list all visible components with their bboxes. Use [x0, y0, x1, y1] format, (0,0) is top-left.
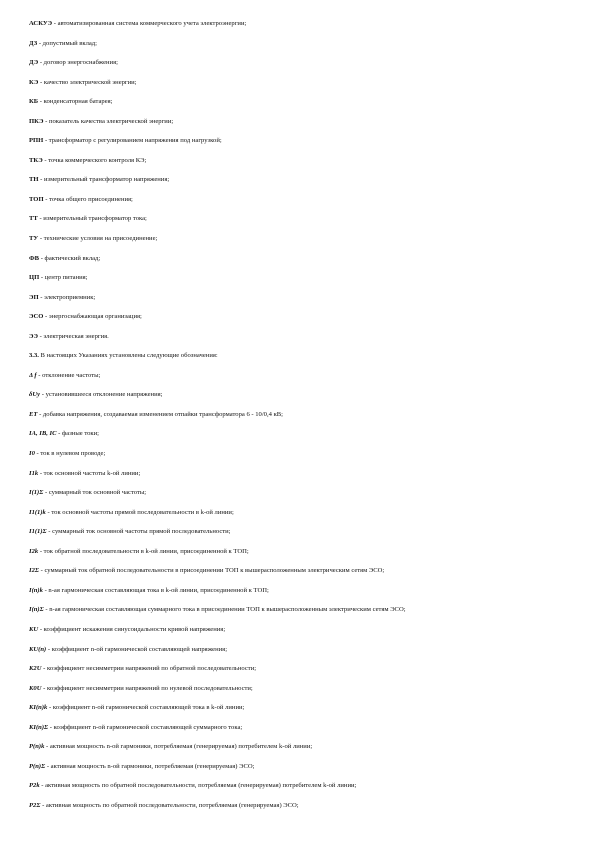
- definition-term: ТН: [29, 176, 39, 184]
- definition-line: [29, 600, 569, 620]
- definition-line: [29, 34, 569, 54]
- definition-term: ET: [29, 410, 38, 418]
- definition-term: I1(1)k: [29, 508, 46, 516]
- definition-text: - n-ая гармоническая составляющая суммарного тока в присоединении ТОП к вышерасположенным электрическим сетям ЭСО;: [43, 606, 406, 614]
- definition-term: ФВ: [29, 254, 40, 262]
- definition-term: РПН: [29, 137, 44, 145]
- definition-term: δUу: [29, 391, 41, 399]
- definition-term: Δ f: [29, 371, 37, 379]
- definition-term: P2k: [29, 782, 40, 790]
- definition-line: [29, 444, 569, 464]
- definition-term: P(n)k: [29, 743, 45, 751]
- definition-text: - точка общего присоединения;: [43, 195, 133, 203]
- definition-term: I(1)Σ: [29, 489, 44, 497]
- definition-line: [29, 679, 569, 699]
- definition-text: - качество электрической энергии;: [38, 78, 137, 86]
- definition-line: [29, 796, 569, 816]
- definition-term: I1(1)Σ: [29, 528, 47, 536]
- definition-line: [29, 424, 569, 444]
- definition-term: ЭСО: [29, 313, 44, 321]
- definition-text: - коэффициент n-ой гармонической составляющей напряжения;: [46, 645, 228, 653]
- definition-line: [29, 170, 569, 190]
- definition-text: - ток основной частоты k-ой линии;: [38, 469, 141, 477]
- definition-term: АСКУЭ: [29, 20, 53, 27]
- definition-text: - установившееся отклонение напряжения;: [40, 391, 163, 399]
- definition-text: - электроприемник;: [38, 293, 96, 301]
- definition-term: 3.3.: [29, 352, 39, 360]
- definition-line: [29, 209, 569, 229]
- definition-text: - ток в нулевом проводе;: [34, 450, 106, 458]
- definition-text: - фактический вклад;: [39, 254, 101, 262]
- definition-line: [29, 776, 569, 796]
- definition-text: - технические условия на присоединение;: [38, 235, 158, 243]
- definition-term: K0U: [29, 684, 42, 692]
- definition-term: ПКЭ: [29, 117, 44, 125]
- definition-line: [29, 14, 569, 34]
- definition-line: [29, 151, 569, 171]
- definition-term: ТОП: [29, 195, 44, 203]
- definition-line: [29, 190, 569, 210]
- definition-text: - суммарный ток обратной последовательности в присоединении ТОП к вышерасположенным электрическим сетям ЭСО;: [38, 567, 385, 575]
- definition-line: [29, 288, 569, 308]
- definition-term: ЭП: [29, 293, 39, 301]
- definition-text: - активная мощность n-ой гармоники, потребляемая (генерируемая) ЭСО;: [45, 762, 255, 770]
- definition-line: [29, 327, 569, 347]
- definition-term: I(n)Σ: [29, 606, 44, 614]
- definition-text: - коэффициент несимметрии напряжений по обратной последовательности;: [41, 665, 257, 673]
- definition-line: [29, 522, 569, 542]
- definition-line: [29, 737, 569, 757]
- definition-term: I2k: [29, 547, 39, 555]
- definition-line: [29, 92, 569, 112]
- definition-text: - точка коммерческого контроля КЭ;: [42, 156, 147, 164]
- definition-text: - коэффициент n-ой гармонической составляющей суммарного тока;: [48, 723, 243, 731]
- definition-term: KI(n)k: [29, 704, 48, 712]
- definition-line: [29, 385, 569, 405]
- definition-line: [29, 366, 569, 386]
- definition-text: - суммарный ток основной частоты;: [43, 489, 147, 497]
- definition-term: ДЭ: [29, 59, 39, 67]
- definition-text: - активная мощность n-ой гармоники, потребляемая (генерируемая) потребителем k-ой линии;: [44, 743, 313, 751]
- definition-term: P2Σ: [29, 801, 41, 809]
- definition-text: - n-ая гармоническая составляющая тока в k-ой линии, присоединенной к ТОП;: [42, 586, 269, 594]
- definition-line: [29, 249, 569, 269]
- definition-term: I0: [29, 450, 35, 458]
- definition-line: [29, 659, 569, 679]
- definition-term: KU(n): [29, 645, 47, 653]
- definition-text: - измерительный трансформатор напряжения;: [38, 176, 170, 184]
- definition-term: КБ: [29, 98, 39, 106]
- definition-line: [29, 503, 569, 523]
- definition-text: - активная мощность по обратной последовательности, потребляемая (генерируемая) потребителем k-ой линии;: [39, 782, 357, 790]
- definition-text: - ток обратной последовательности в k-ой линии, присоединенной к ТОП;: [38, 547, 249, 555]
- definition-text: - измерительный трансформатор тока;: [37, 215, 147, 223]
- definition-text: - коэффициент n-ой гармонической составляющей тока в k-ой линии;: [47, 704, 245, 712]
- definition-text: - допустимый вклад;: [37, 39, 97, 47]
- definition-line: [29, 464, 569, 484]
- definition-text: - энергоснабжающая организация;: [43, 313, 142, 321]
- definition-line: [29, 229, 569, 249]
- definition-term: K2U: [29, 665, 42, 673]
- definition-term: I1k: [29, 469, 39, 477]
- definition-text: - коэффициент несимметрии напряжений по нулевой последовательности;: [41, 684, 253, 692]
- definition-term: I(n)k: [29, 586, 43, 594]
- definition-line: [29, 542, 569, 562]
- definition-line: [29, 405, 569, 425]
- definition-text: - автоматизированная система коммерческого учета электроэнергии;: [52, 20, 247, 27]
- definition-line: [29, 620, 569, 640]
- definition-line: [29, 307, 569, 327]
- definition-term: ТКЭ: [29, 156, 43, 164]
- definition-line: [29, 53, 569, 73]
- definition-line: [29, 561, 569, 581]
- definition-term: ТУ: [29, 235, 39, 243]
- definition-line: [29, 73, 569, 93]
- definition-term: ЦП: [29, 274, 40, 282]
- definition-text: - отклонение частоты;: [36, 371, 101, 379]
- definition-line: [29, 698, 569, 718]
- definition-term: ТТ: [29, 215, 38, 223]
- definition-text: - центр питания;: [39, 274, 88, 282]
- definition-text: - ток основной частоты прямой последовательности в k-ой линии;: [45, 508, 234, 516]
- definition-line: [29, 268, 569, 288]
- definition-text: В настоящих Указаниях установлены следующие обозначения:: [38, 352, 218, 360]
- definition-term: КЭ: [29, 78, 39, 86]
- definition-text: - фазные токи;: [56, 430, 99, 438]
- definition-text: - трансформатор с регулированием напряжения под нагрузкой;: [43, 137, 222, 145]
- definition-text: - суммарный ток основной частоты прямой последовательности;: [46, 528, 231, 536]
- definition-line: [29, 131, 569, 151]
- definition-text: - конденсаторная батарея;: [38, 98, 113, 106]
- definition-term: ДЗ: [29, 39, 38, 47]
- definition-line: [29, 483, 569, 503]
- definition-line: [29, 112, 569, 132]
- definition-term: KI(n)Σ: [29, 723, 49, 731]
- definition-line: [29, 346, 569, 366]
- definition-text: - активная мощность по обратной последовательности, потребляемая (генерируемая) ЭСО;: [40, 801, 299, 809]
- definition-term: I2Σ: [29, 567, 39, 575]
- definition-text: - электрическая энергия.: [37, 332, 109, 340]
- definition-line: [29, 718, 569, 738]
- definition-text: - показатель качества электрической энергии;: [43, 117, 174, 125]
- definition-text: - договор энергоснабжения;: [38, 59, 118, 67]
- document-page: [29, 14, 569, 815]
- definition-term: KU: [29, 625, 39, 633]
- definition-line: [29, 581, 569, 601]
- definition-term: IA, IB, IC: [29, 430, 57, 438]
- definition-term: ЭЭ: [29, 332, 38, 340]
- definition-term: P(n)Σ: [29, 762, 46, 770]
- definition-line: [29, 640, 569, 660]
- definition-text: - добавка напряжения, создаваемая изменением отпайки трансформатора 6 - 10/0,4 кВ;: [37, 410, 283, 418]
- definition-text: - коэффициент искажения синусоидальности кривой напряжения;: [38, 625, 226, 633]
- definition-line: [29, 757, 569, 777]
